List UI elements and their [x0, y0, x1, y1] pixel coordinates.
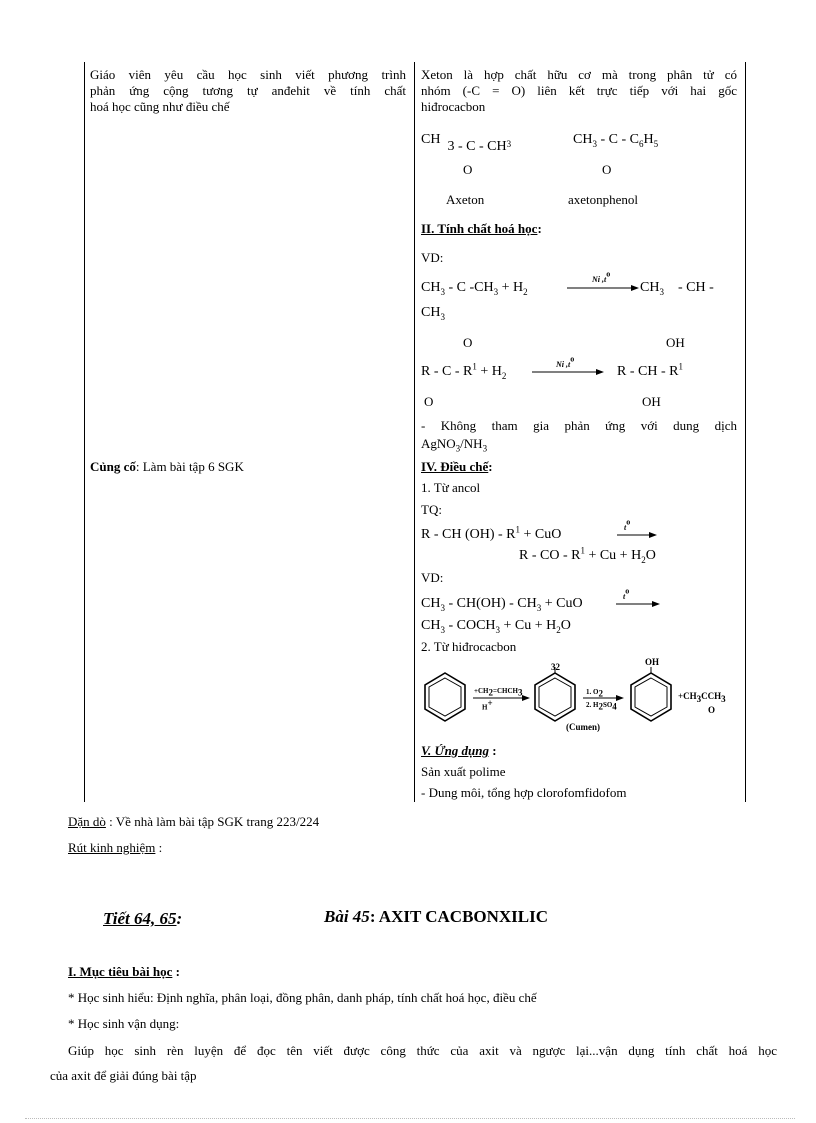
benzene-ring-icon — [425, 673, 465, 721]
phenol-ring-icon — [631, 667, 671, 721]
objective-understand: * Học sinh hiểu: Định nghĩa, phân loại, đồng phân, danh pháp, tính chất hoá học, điều chế — [68, 990, 537, 1005]
lesson-title: Bài 45: AXIT CACBONXILIC — [324, 907, 549, 926]
reaction-2-right: R - CH - $R^1$ — [617, 361, 683, 379]
acetophenone-oxygen: O — [602, 162, 612, 177]
reagent-acid: H+ — [482, 698, 493, 712]
tq-line-1: R - CH $(OH) - R^1$ + CuO — [421, 524, 562, 542]
reaction-2-catalyst: Ni $,t^o$ — [556, 354, 575, 369]
table-right-border — [745, 62, 746, 802]
acetone-formula: CH $_{3 - C - CH3}$ — [421, 132, 512, 154]
reagent-propene: $+CH_2=CHCH_3$ — [474, 687, 523, 698]
tq-line-2: R - CO - $R^1 + Cu + H_2O$ — [519, 545, 656, 565]
teacher-line-2: phản ứng cộng tương tự anđehit về tính chất — [90, 83, 406, 98]
vd2-label: VD: — [421, 570, 444, 585]
from-ancol: 1. Từ ancol — [421, 480, 481, 495]
acetophenone-formula: $CH_3$ - C - $C_6H_5$ — [573, 132, 659, 149]
reaction-2-left: $R - C - R^1 + H_2$ — [421, 361, 507, 381]
tq-label: TQ: — [421, 502, 442, 517]
no-reaction-line-1: - Không tham gia phản ứng với dung dịch — [421, 418, 737, 433]
cumene-label: (Cumen) — [566, 722, 600, 732]
teacher-line-3: hoá học cũng như điều chế — [90, 99, 230, 114]
reaction-1-right: $CH_3$ - CH - — [640, 280, 714, 297]
def-line-3: hiđrocacbon — [421, 99, 486, 114]
vd2-arrow-icon — [616, 600, 660, 608]
vd2-line-2: $CH_3$ - $COCH_3 + Cu + H_2O$ — [421, 618, 571, 635]
def-line-1: Xeton là hợp chất hữu cơ mà trong phân tử có — [421, 67, 737, 82]
reaction-2-oxygen: O — [424, 394, 434, 409]
dan-do: Dặn dò : Về nhà làm bài tập SGK trang 223/224 — [68, 814, 320, 829]
reaction-1-arrow-icon — [567, 284, 639, 292]
application-1: Sản xuất polime — [421, 764, 506, 779]
tq-heat: $t^o$ — [624, 517, 631, 532]
step-oxidation: 1. $O_2$ — [586, 688, 603, 699]
reaction-1-catalyst: Ni $,t^o$ — [592, 269, 611, 284]
cumene-ring-icon — [535, 667, 575, 721]
step-acid: 2. $H_2SO_4$ — [586, 701, 617, 712]
reaction-1-oxygen: O — [463, 335, 473, 350]
objectives-heading: I. Mục tiêu bài học : — [68, 964, 180, 979]
reaction-2-arrow-icon — [532, 368, 604, 376]
section-2-title: II. Tính chất hoá học: — [421, 221, 542, 236]
phenol-hydroxyl: OH — [645, 657, 660, 667]
cung-co: Củng cố: Làm bài tập 6 SGK — [90, 459, 244, 474]
paragraph-line-2: của axit để giải đúng bài tập — [50, 1068, 197, 1083]
reaction-1-cont: $CH_3$ — [421, 305, 445, 322]
vd-label: VD: — [421, 250, 444, 265]
section-5-title: V. Ứng dụng : — [421, 743, 497, 758]
objective-apply: * Học sinh vận dụng: — [68, 1016, 180, 1031]
table-middle-border — [414, 62, 415, 802]
acetone-oxygen: O — [463, 162, 473, 177]
acetone-product: $+CH_3CCH_3$ — [678, 691, 726, 704]
reaction-1-hydroxyl: OH — [666, 335, 685, 350]
table-left-border — [84, 62, 85, 802]
no-reaction-line-2: $AgNO_3/NH_3$ — [421, 436, 488, 454]
acetophenone-name: axetonphenol — [568, 192, 639, 207]
cumene-substituent: 32 — [551, 661, 560, 672]
teacher-line-1: Giáo viên yêu cầu học sinh viết phương trình — [90, 67, 406, 82]
application-2: - Dung môi, tổng hợp clorofomfidofom — [421, 785, 627, 800]
from-hydrocarbon: 2. Từ hiđrocacbon — [421, 639, 517, 654]
vd2-line-1: $CH_3 - CH(OH) - CH_3$ + CuO — [421, 596, 583, 613]
reaction-1-left: $CH_3$ - C $-CH_3 + H_2$ — [421, 280, 528, 297]
rut-kinh-nghiem: Rút kinh nghiệm : — [68, 840, 163, 855]
reaction-2-hydroxyl: OH — [642, 394, 661, 409]
vd2-heat: $t^o$ — [623, 586, 630, 601]
acetone-name: Axeton — [446, 192, 485, 207]
def-line-2: nhóm (-C = O) liên kết trực tiếp với hai gốc — [421, 83, 737, 98]
paragraph-line-1: Giúp học sinh rèn luyện để đọc tên viết được công thức của axit và ngược lại...vận dụng tính chất hoá học — [68, 1043, 777, 1058]
tq-arrow-icon — [617, 531, 657, 539]
lesson-period: Tiết 64, 65: — [103, 909, 183, 928]
page-bottom-border — [25, 1118, 795, 1119]
section-4-title: IV. Điều chế: — [421, 459, 493, 474]
acetone-product-oxygen: O — [708, 705, 716, 715]
